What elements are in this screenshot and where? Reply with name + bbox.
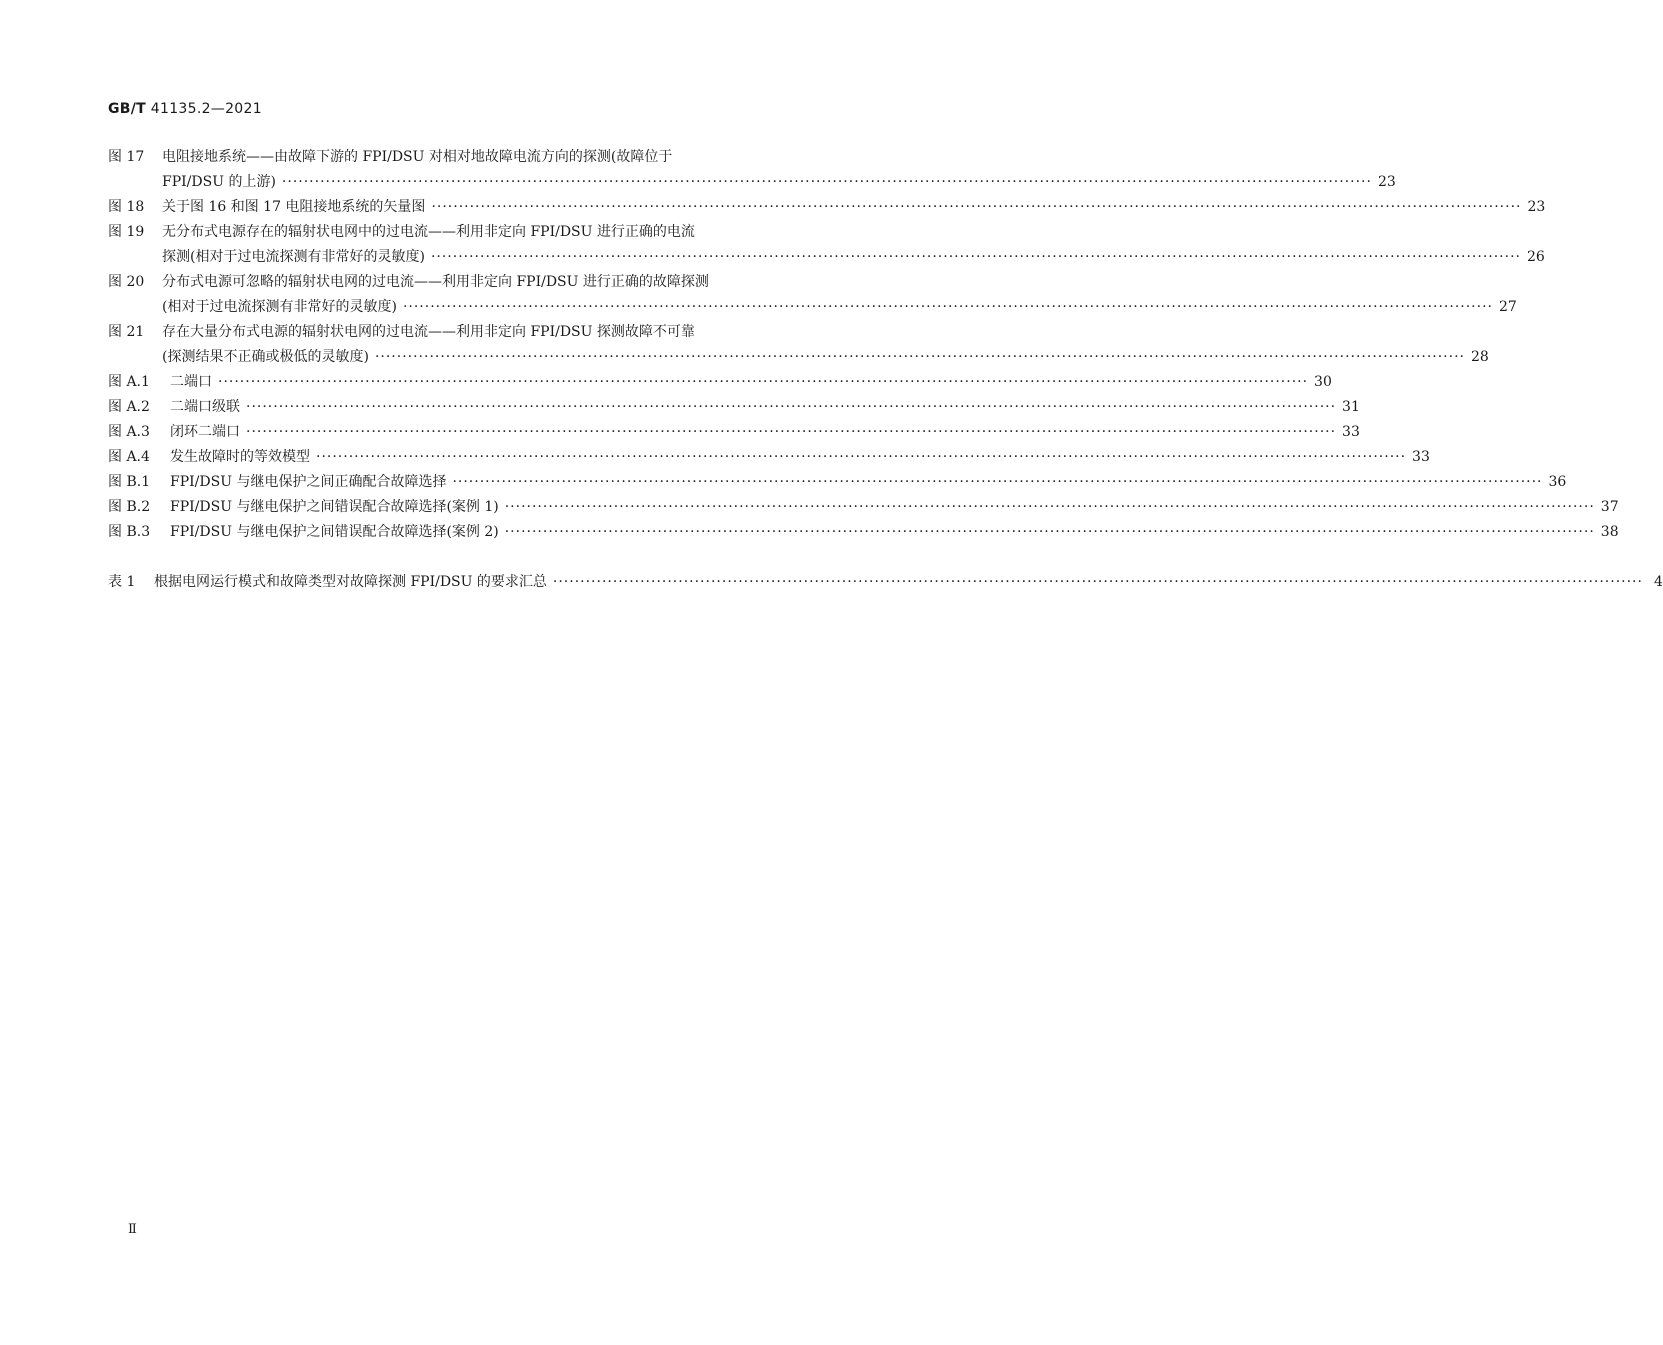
leader-dots: ········································································································································································································ [504, 524, 1595, 540]
entry-line [108, 445, 1430, 470]
entry-line [108, 395, 1360, 420]
figure-title: 二端口级联 [170, 399, 240, 415]
figure-entry[interactable] [108, 470, 1567, 495]
figure-page-number: 31 [1342, 399, 1360, 415]
figure-title: 电阻接地系统——由故障下游的 FPI/DSU 对相对地故障电流方向的探测(故障位于 [162, 149, 673, 165]
leader-dots: ········································································································································································································ [431, 199, 1522, 215]
leader-dots: ········································································································································································································ [316, 449, 1407, 465]
figure-page-number: 30 [1314, 374, 1332, 390]
table-of-contents [108, 145, 1663, 595]
figure-number: 图 17 [108, 149, 145, 165]
entry-line [108, 170, 1396, 195]
leader-dots: ········································································································································································································ [402, 299, 1493, 315]
section-gap [108, 545, 843, 570]
figure-number: 图 A.3 [108, 424, 150, 440]
figure-title: (相对于过电流探测有非常好的灵敏度) [162, 299, 397, 315]
figure-title: 探测(相对于过电流探测有非常好的灵敏度) [162, 249, 425, 265]
figure-entry[interactable] [108, 145, 1396, 195]
entry-line [108, 420, 1360, 445]
leader-dots: ········································································································································································································ [281, 174, 1372, 190]
figure-entry[interactable] [108, 395, 1360, 420]
entry-line [108, 270, 843, 295]
entry-line [108, 345, 1489, 370]
leader-dots: ········································································································································································································ [374, 349, 1465, 365]
figure-page-number: 37 [1600, 499, 1619, 515]
figure-page-number: 27 [1498, 299, 1517, 315]
figure-number: 图 20 [108, 274, 145, 290]
entry-line [108, 320, 843, 345]
figure-entry[interactable] [108, 270, 1517, 320]
leader-dots: ········································································································································································································ [504, 499, 1595, 515]
figure-title: 关于图 16 和图 17 电阻接地系统的矢量图 [162, 199, 426, 215]
leader-dots: ········································································································································································································ [552, 574, 1643, 590]
figure-page-number: 23 [1377, 174, 1396, 190]
figure-page-number: 23 [1527, 199, 1546, 215]
figure-number: 图 A.4 [108, 449, 150, 465]
figure-page-number: 38 [1600, 524, 1619, 540]
figure-title: FPI/DSU 与继电保护之间正确配合故障选择 [170, 474, 447, 490]
figure-page-number: 28 [1470, 349, 1489, 365]
figure-title: 二端口 [170, 374, 212, 390]
entry-line [108, 245, 1545, 270]
figure-title: FPI/DSU 的上游) [162, 174, 276, 190]
figure-title: 存在大量分布式电源的辐射状电网的过电流——利用非定向 FPI/DSU 探测故障不可靠 [162, 324, 695, 340]
figure-number: 图 21 [108, 324, 145, 340]
figure-number: 图 A.1 [108, 374, 150, 390]
entry-line [108, 195, 1546, 220]
figure-title: 发生故障时的等效模型 [170, 449, 310, 465]
leader-dots: ········································································································································································································ [246, 424, 1337, 440]
figure-number: 图 B.1 [108, 474, 151, 490]
figure-entry[interactable] [108, 520, 1619, 545]
figure-page-number: 26 [1526, 249, 1545, 265]
figure-title: 闭环二端口 [170, 424, 240, 440]
figure-number: 图 A.2 [108, 399, 150, 415]
document-header [108, 101, 262, 117]
figure-entry[interactable] [108, 320, 1489, 370]
entry-line [108, 295, 1517, 320]
table-number: 表 1 [108, 574, 136, 590]
leader-dots: ········································································································································································································ [430, 249, 1521, 265]
figure-number: 图 B.3 [108, 524, 151, 540]
entry-line [108, 145, 843, 170]
table-list [108, 570, 1663, 595]
figure-entry[interactable] [108, 195, 1546, 220]
figure-entry[interactable] [108, 220, 1545, 270]
leader-dots: ········································································································································································································ [246, 399, 1337, 415]
figure-title: 无分布式电源存在的辐射状电网中的过电流——利用非定向 FPI/DSU 进行正确的电流 [162, 224, 695, 240]
figure-entry[interactable] [108, 445, 1430, 470]
entry-line [108, 570, 1663, 595]
entry-line [108, 495, 1619, 520]
entry-line [108, 470, 1567, 495]
page-number: Ⅱ [128, 1222, 137, 1237]
standard-number: 41135.2—2021 [150, 101, 262, 117]
figure-title: 分布式电源可忽略的辐射状电网的过电流——利用非定向 FPI/DSU 进行正确的故障探测 [162, 274, 709, 290]
figure-list [108, 145, 1619, 545]
figure-title: FPI/DSU 与继电保护之间错误配合故障选择(案例 1) [170, 499, 499, 515]
figure-page-number: 33 [1412, 449, 1430, 465]
entry-line [108, 520, 1619, 545]
figure-title: FPI/DSU 与继电保护之间错误配合故障选择(案例 2) [170, 524, 499, 540]
figure-number: 图 19 [108, 224, 145, 240]
figure-entry[interactable] [108, 370, 1332, 395]
entry-line [108, 370, 1332, 395]
table-title: 根据电网运行模式和故障类型对故障探测 FPI/DSU 的要求汇总 [154, 574, 547, 590]
leader-dots: ········································································································································································································ [218, 374, 1309, 390]
leader-dots: ········································································································································································································ [452, 474, 1543, 490]
standard-code: GB/T [108, 101, 147, 117]
table-page-number: 4 [1654, 574, 1663, 590]
figure-page-number: 36 [1548, 474, 1567, 490]
figure-page-number: 33 [1342, 424, 1360, 440]
figure-entry[interactable] [108, 495, 1619, 520]
figure-number: 图 B.2 [108, 499, 151, 515]
figure-entry[interactable] [108, 420, 1360, 445]
table-entry[interactable] [108, 570, 1663, 595]
entry-line [108, 220, 843, 245]
figure-title: (探测结果不正确或极低的灵敏度) [162, 349, 369, 365]
figure-number: 图 18 [108, 199, 145, 215]
